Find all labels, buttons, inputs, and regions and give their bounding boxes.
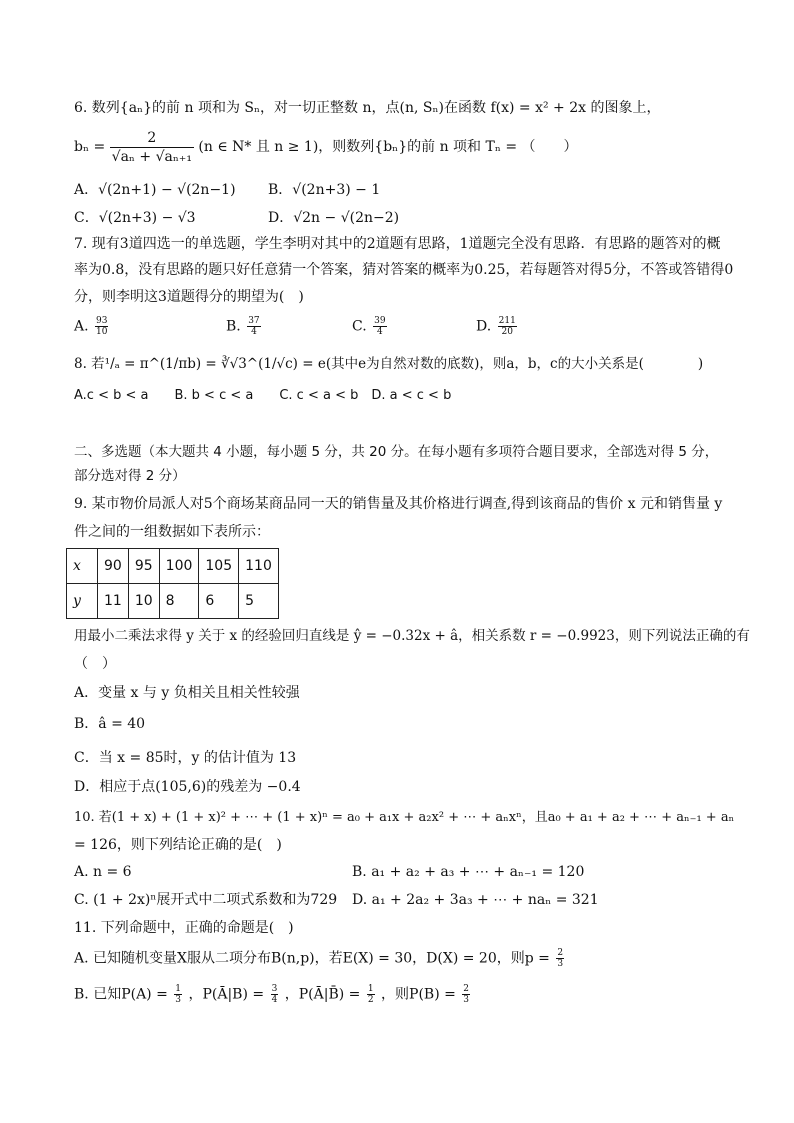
q7-d-num: 211: [498, 316, 516, 326]
q6-bn-prefix: bₙ =: [74, 139, 106, 155]
q7-option-a[interactable]: [74, 316, 110, 337]
table-cell: 90: [98, 549, 129, 584]
table-cell: 100: [159, 549, 199, 584]
q11-a-num: 2: [557, 948, 564, 958]
q7-option-c-label: C.: [352, 318, 367, 335]
q7-option-d[interactable]: [476, 316, 519, 337]
q9-stem-line3: 用最小二乘法求得 y 关于 x 的经验回归直线是 ŷ = −0.32x + â，相关系数 r = −0.9923，则下列说法正确的有: [74, 628, 750, 644]
section2-heading-line2: 部分选对得 2 分）: [74, 468, 186, 484]
q6-frac-den: √aₙ + √aₙ₊₁: [111, 148, 192, 165]
table-cell: y: [67, 584, 98, 619]
q7-a-den: 10: [96, 327, 108, 337]
q7-a-num: 93: [96, 316, 108, 326]
q10-option-a[interactable]: A. n = 6: [74, 864, 132, 880]
q7-c-den: 4: [376, 327, 383, 337]
q6-stem-line2: [74, 128, 578, 166]
q6-option-d[interactable]: D．√2n − √(2n−2): [268, 210, 400, 226]
q11-b-frac2: [271, 984, 279, 1005]
table-cell: 11: [98, 584, 129, 619]
table-cell: x: [67, 549, 98, 584]
q10-option-b[interactable]: B. a₁ + a₂ + a₃ + ⋯ + aₙ₋₁ = 120: [352, 864, 585, 880]
q11-option-a-text: A. 已知随机变量X服从二项分布B(n,p)，若E(X) = 30，D(X) = 20，则p =: [74, 950, 550, 967]
table-cell: 8: [159, 584, 199, 619]
table-row: [67, 584, 279, 619]
q11-b-n2: 3: [271, 984, 278, 994]
q11-b-frac4: [462, 984, 470, 1005]
q8-options[interactable]: A.c < b < a B. b < c < a C. c < a < b D. a < c < b: [74, 388, 452, 403]
q7-option-d-label: D.: [476, 318, 492, 335]
q9-stem-line2: 件之间的一组数据如下表所示：: [74, 524, 270, 540]
q9-data-table: [66, 548, 279, 619]
q7-option-c-fraction: [373, 316, 386, 337]
table-cell: 5: [239, 584, 279, 619]
q11-b-frac1: [174, 984, 182, 1005]
q11-option-b-text3: ，P(Ā|B̄) =: [284, 986, 361, 1003]
q7-option-c[interactable]: [352, 316, 389, 337]
q9-option-d[interactable]: D．相应于点(105,6)的残差为 −0.4: [74, 779, 301, 795]
q7-option-b-label: B.: [226, 318, 241, 335]
section2-heading-line1: 二、多选题（本大题共 4 小题，每小题 5 分，共 20 分。在每小题有多项符合题目要求，全部选对得 5 分，: [74, 444, 719, 460]
q7-stem-line2: 率为0.8，没有思路的题只好任意猜一个答案，猜对答案的概率为0.25，若每题答对得5分，不答或答错得0: [74, 262, 734, 278]
q11-option-a-fraction: [556, 948, 564, 969]
q7-d-den: 20: [501, 327, 513, 337]
q11-b-d3: 2: [367, 995, 374, 1005]
q11-b-d2: 4: [271, 995, 278, 1005]
q7-option-a-label: A.: [74, 318, 89, 335]
q9-option-a[interactable]: A．变量 x 与 y 负相关且相关性较强: [74, 685, 300, 701]
table-cell: 6: [199, 584, 239, 619]
q7-option-b[interactable]: [226, 316, 263, 337]
q10-stem-line1: 10. 若(1 + x) + (1 + x)² + ⋯ + (1 + x)ⁿ = a₀ + a₁x + a₂x² + ⋯ + aₙxⁿ，且a₀ + a₁ + a₂ + ⋯ + aₙ₋₁ + aₙ: [74, 810, 735, 825]
q7-stem-line3: 分，则李明这3道题得分的期望为( ): [74, 289, 304, 305]
q11-b-n3: 1: [367, 984, 374, 994]
q11-a-den: 3: [557, 959, 564, 969]
q11-option-b-text2: ，P(Ā|B) =: [188, 986, 265, 1003]
table-cell: 95: [128, 549, 159, 584]
q11-b-d4: 3: [463, 995, 470, 1005]
table-cell: 110: [239, 549, 279, 584]
q11-option-b-text1: B. 已知P(A) =: [74, 986, 168, 1003]
q9-stem-line1: 9. 某市物价局派人对5个商场某商品同一天的销售量及其价格进行调查,得到该商品的售价 x 元和销售量 y: [74, 496, 723, 512]
q11-b-d1: 3: [175, 995, 182, 1005]
q6-stem-line1: 6. 数列{aₙ}的前 n 项和为 Sₙ，对一切正整数 n，点(n, Sₙ)在函数 f(x) = x² + 2x 的图象上，: [74, 100, 661, 116]
q11-b-n4: 2: [463, 984, 470, 994]
q6-option-a[interactable]: A．√(2n+1) − √(2n−1): [74, 182, 236, 198]
q7-b-den: 4: [251, 327, 257, 337]
q6-frac-num: 2: [110, 129, 194, 148]
table-cell: 10: [128, 584, 159, 619]
q11-b-n1: 1: [175, 984, 182, 994]
q6-option-b[interactable]: B．√(2n+3) − 1: [268, 182, 381, 198]
q11-option-b[interactable]: [74, 984, 472, 1005]
q11-b-frac3: [367, 984, 375, 1005]
q11-stem: 11. 下列命题中，正确的命题是( ): [74, 920, 294, 936]
table-cell: 105: [199, 549, 239, 584]
table-row: [67, 549, 279, 584]
q6-option-c[interactable]: C．√(2n+3) − √3: [74, 210, 196, 226]
q10-option-d[interactable]: D. a₁ + 2a₂ + 3a₃ + ⋯ + naₙ = 321: [352, 892, 599, 908]
q8-stem: 8. 若¹/ₐ = π^(1/πb) = ∛√3^(1/√c) = e(其中e为自然对数的底数)，则a，b，c的大小关系是( ): [74, 356, 704, 372]
q11-option-a[interactable]: [74, 948, 566, 969]
q9-option-c[interactable]: C．当 x = 85时，y 的估计值为 13: [74, 750, 297, 766]
q7-stem-line1: 7. 现有3道四选一的单选题，学生李明对其中的2道题有思路，1道题完全没有思路．有思路的题答对的概: [74, 236, 721, 252]
q11-option-b-text4: ，则P(B) =: [381, 986, 456, 1003]
q10-option-c[interactable]: C. (1 + 2x)ⁿ展开式中二项式系数和为729: [74, 892, 338, 908]
q10-stem-line2: = 126，则下列结论正确的是( ): [74, 837, 282, 853]
q6-bn-fraction: [110, 129, 194, 166]
q7-b-num: 37: [248, 316, 260, 326]
q7-option-b-fraction: [247, 316, 260, 337]
q7-option-a-fraction: [95, 316, 108, 337]
q6-bn-suffix: (n ∈ N* 且 n ≥ 1)，则数列{bₙ}的前 n 项和 Tₙ = （ ）: [198, 139, 578, 155]
q9-option-b[interactable]: B．â = 40: [74, 716, 146, 732]
q9-stem-line4: （ ）: [74, 656, 116, 672]
q7-option-d-fraction: [498, 316, 517, 337]
q7-c-num: 39: [374, 316, 386, 326]
